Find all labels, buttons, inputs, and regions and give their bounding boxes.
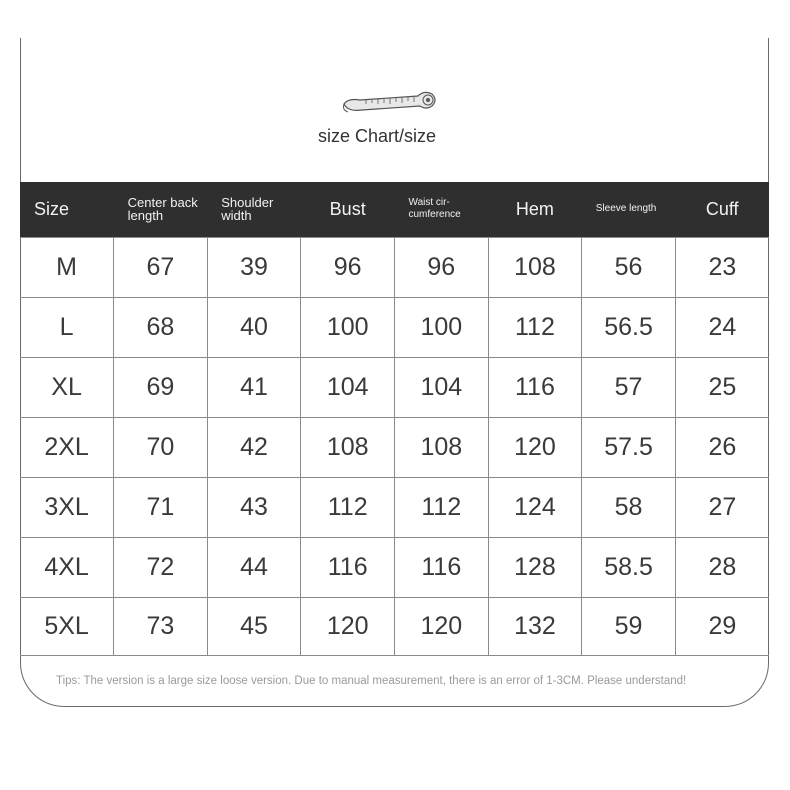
measurement-cell: 56.5: [582, 297, 676, 357]
header-row: [20, 182, 769, 237]
column-header-label: Size: [34, 198, 70, 219]
measurement-cell: 96: [395, 237, 489, 297]
size-cell: 4XL: [20, 537, 114, 597]
measurement-cell: 104: [301, 357, 395, 417]
measurement-cell: 27: [675, 477, 769, 537]
measurement-cell: 40: [207, 297, 301, 357]
measurement-cell: 128: [488, 537, 582, 597]
measurement-cell: 120: [301, 597, 395, 655]
table-row: [20, 537, 769, 597]
measurement-cell: 71: [114, 477, 208, 537]
size-cell: L: [20, 297, 114, 357]
measurement-cell: 104: [395, 357, 489, 417]
table-row: [20, 357, 769, 417]
measurement-cell: 41: [207, 357, 301, 417]
measurement-cell: 116: [301, 537, 395, 597]
measurement-cell: 70: [114, 417, 208, 477]
measurement-cell: 112: [395, 477, 489, 537]
measuring-tape-icon: [340, 88, 440, 118]
measurement-cell: 58.5: [582, 537, 676, 597]
column-header-label: Bust: [329, 198, 366, 219]
size-cell: 3XL: [20, 477, 114, 537]
measurement-cell: 39: [207, 237, 301, 297]
measurement-cell: 45: [207, 597, 301, 655]
measurement-cell: 57.5: [582, 417, 676, 477]
measurement-cell: 58: [582, 477, 676, 537]
table-row: [20, 237, 769, 297]
column-header: [488, 182, 582, 237]
measurement-cell: 108: [395, 417, 489, 477]
measurement-cell: 42: [207, 417, 301, 477]
measurement-cell: 69: [114, 357, 208, 417]
column-header: [395, 182, 489, 237]
measurement-cell: 116: [395, 537, 489, 597]
column-header-label: Shoulder width: [221, 195, 274, 224]
measurement-cell: 112: [301, 477, 395, 537]
column-header-label: Center back length: [127, 195, 198, 224]
tips-text: Tips: The version is a large size loose version. Due to manual measurement, there is an error of 1-3CM. Please understand!: [56, 675, 687, 687]
column-header: [582, 182, 676, 237]
measurement-cell: 29: [675, 597, 769, 655]
column-header-label: Cuff: [705, 198, 739, 219]
measurement-cell: 44: [207, 537, 301, 597]
measurement-cell: 116: [488, 357, 582, 417]
measurement-cell: 100: [395, 297, 489, 357]
size-cell: M: [20, 237, 114, 297]
measurement-cell: 108: [488, 237, 582, 297]
table-row: [20, 297, 769, 357]
measurement-cell: 67: [114, 237, 208, 297]
measurement-cell: 112: [488, 297, 582, 357]
measurement-cell: 100: [301, 297, 395, 357]
measurement-cell: 132: [488, 597, 582, 655]
measurement-cell: 72: [114, 537, 208, 597]
measurement-cell: 120: [395, 597, 489, 655]
measurement-cell: 68: [114, 297, 208, 357]
size-table: [20, 182, 769, 656]
column-header: [301, 182, 395, 237]
measurement-cell: 124: [488, 477, 582, 537]
measurement-cell: 24: [675, 297, 769, 357]
measurement-cell: 59: [582, 597, 676, 655]
table-row: [20, 477, 769, 537]
column-header: [114, 182, 208, 237]
measurement-cell: 96: [301, 237, 395, 297]
column-header-label: Sleeve length: [595, 203, 657, 215]
table-row: [20, 417, 769, 477]
measurement-cell: 26: [675, 417, 769, 477]
size-cell: XL: [20, 357, 114, 417]
measurement-cell: 120: [488, 417, 582, 477]
page-title: size Chart/size: [318, 126, 437, 146]
measurement-cell: 73: [114, 597, 208, 655]
column-header-label: Waist cir-cumference: [408, 197, 461, 221]
measurement-cell: 43: [207, 477, 301, 537]
table-row: [20, 597, 769, 655]
measurement-cell: 25: [675, 357, 769, 417]
column-header: [207, 182, 301, 237]
column-header: [20, 182, 114, 237]
column-header: [675, 182, 769, 237]
column-header-label: Hem: [515, 198, 554, 219]
size-cell: 2XL: [20, 417, 114, 477]
measurement-cell: 56: [582, 237, 676, 297]
measurement-cell: 108: [301, 417, 395, 477]
measurement-cell: 28: [675, 537, 769, 597]
measurement-cell: 23: [675, 237, 769, 297]
measurement-cell: 57: [582, 357, 676, 417]
size-cell: 5XL: [20, 597, 114, 655]
